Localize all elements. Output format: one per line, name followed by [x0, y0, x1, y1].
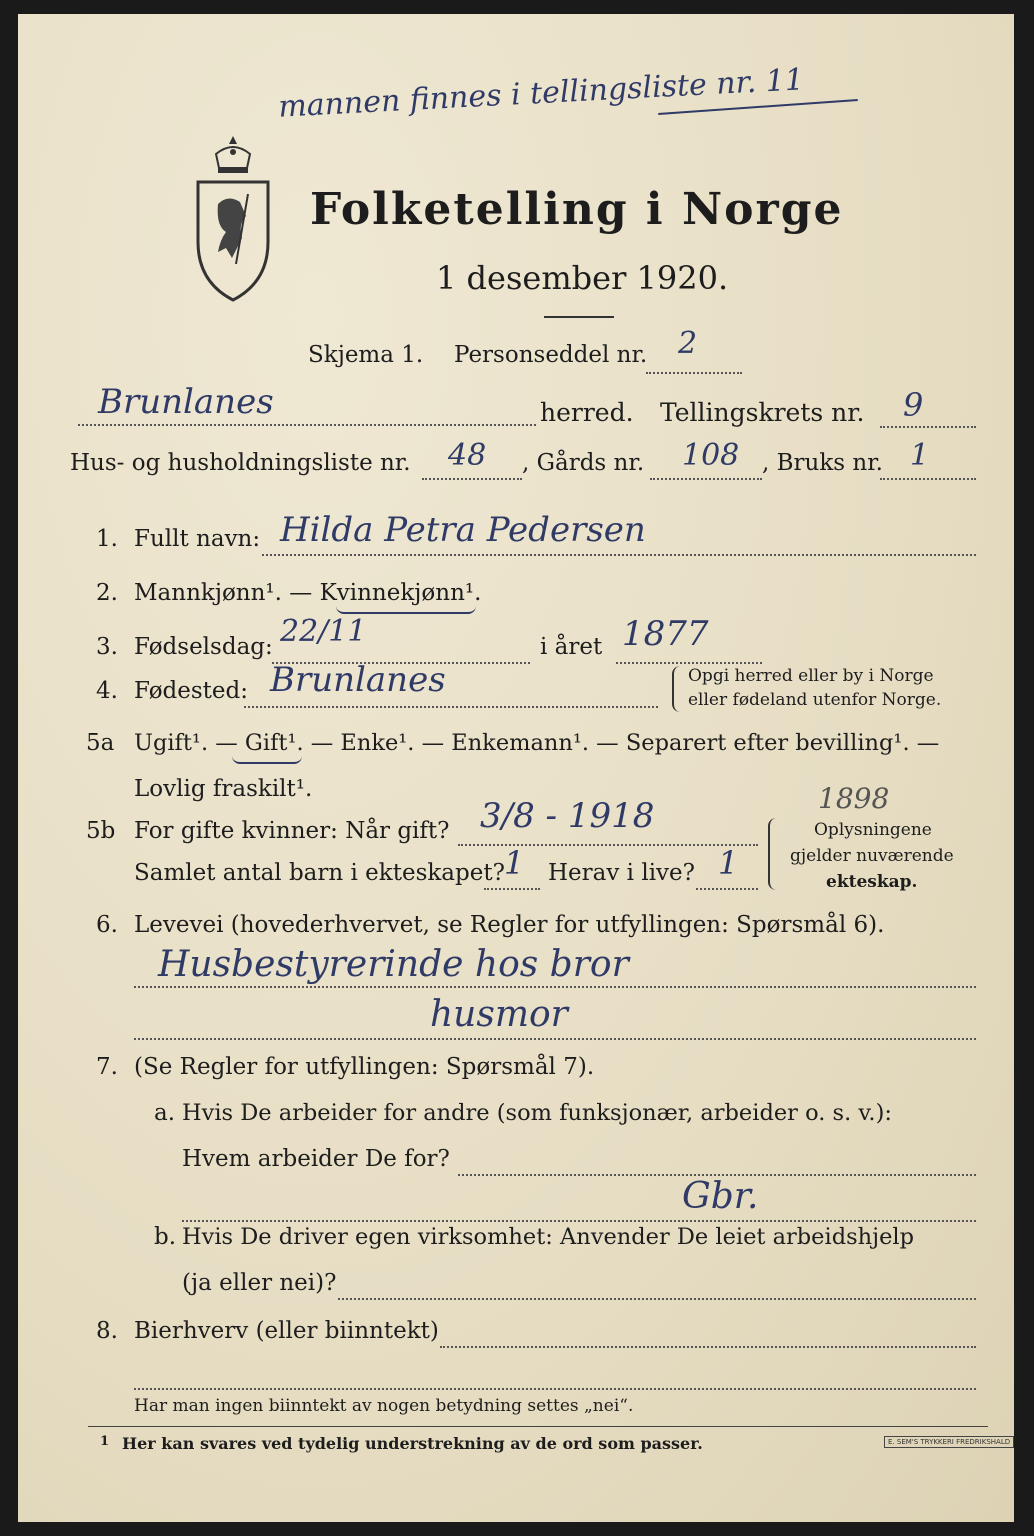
- q4-label: Fødested:: [134, 678, 249, 704]
- q5b-number: 5b: [86, 818, 116, 844]
- q7-number: 7.: [96, 1054, 118, 1080]
- form-date: 1 desember 1920.: [436, 259, 729, 297]
- footnote-text: Her kan svares ved tydelig understrekning av de ord som passer.: [122, 1434, 703, 1453]
- q2-number: 2.: [96, 580, 118, 606]
- hus-value: 48: [448, 438, 487, 473]
- top-annotation: mannen finnes i tellingsliste nr. 11: [277, 62, 805, 125]
- q5a-label: Ugift¹. — Gift¹. — Enke¹. — Enkemann¹. — Separert efter bevilling¹. —: [134, 730, 940, 756]
- title-divider: [544, 316, 614, 318]
- skjema-label: Skjema 1.: [308, 342, 424, 368]
- alive-label: Herav i live?: [548, 860, 695, 886]
- children-label: Samlet antal barn i ekteskapet?: [134, 860, 505, 886]
- birthdate-value: 22/11: [280, 614, 367, 649]
- q4-number: 4.: [96, 678, 118, 704]
- year-label: i året: [540, 634, 603, 660]
- biinntekt-note: Har man ingen biinntekt av nogen betydning settes „nei“.: [134, 1396, 634, 1416]
- q7-label: (Se Regler for utfyllingen: Spørsmål 7).: [134, 1054, 595, 1080]
- occupation-value-2: husmor: [430, 994, 568, 1035]
- q2-label: Mannkjønn¹. — Kvinnekjønn¹.: [134, 580, 482, 606]
- herred-label: herred.: [540, 398, 634, 427]
- full-name-value: Hilda Petra Pedersen: [280, 510, 646, 550]
- q5b-label: For gifte kvinner: Når gift?: [134, 818, 450, 844]
- employer-value: Gbr.: [682, 1176, 759, 1217]
- gift-underline: [232, 756, 302, 764]
- printer-stamp: E. SEM'S TRYKKERI FREDRIKSHALD: [884, 1436, 1014, 1448]
- tellingskrets-label: Tellingskrets nr.: [660, 398, 865, 427]
- personseddel-value: 2: [678, 326, 698, 361]
- q7a-label-2: Hvem arbeider De for?: [182, 1146, 450, 1172]
- personseddel-label: Personseddel nr.: [454, 342, 648, 368]
- gards-value: 108: [682, 438, 740, 473]
- marriage-note-1: Oplysningene: [814, 820, 932, 840]
- q3-label: Fødselsdag:: [134, 634, 273, 660]
- q7b-label: Hvis De driver egen virksomhet: Anvender De leiet arbeidshjelp: [182, 1224, 915, 1250]
- kvinnekjonn-underline: [336, 606, 476, 614]
- q5a-number: 5a: [86, 730, 115, 756]
- q7a-label: Hvis De arbeider for andre (som funksjonær, arbeider o. s. v.):: [182, 1100, 892, 1126]
- birthplace-note-1: Opgi herred eller by i Norge: [688, 666, 934, 686]
- birthplace-value: Brunlanes: [270, 660, 446, 700]
- q1-number: 1.: [96, 526, 118, 552]
- children-value: 1: [504, 844, 525, 882]
- form-title: Folketelling i Norge: [310, 184, 844, 235]
- coat-of-arms-icon: [188, 134, 278, 304]
- marriage-year-correction: 1898: [818, 782, 890, 815]
- footnote-number: 1: [100, 1434, 110, 1449]
- marriage-date-value: 3/8 - 1918: [480, 796, 655, 836]
- q6-number: 6.: [96, 912, 118, 938]
- marriage-note-3: ekteskap.: [826, 872, 918, 892]
- gards-label: , Gårds nr.: [522, 450, 645, 476]
- herred-value: Brunlanes: [98, 382, 274, 422]
- census-form: [18, 14, 1014, 1522]
- q1-label: Fullt navn:: [134, 526, 261, 552]
- occupation-value-1: Husbestyrerinde hos bror: [158, 944, 629, 985]
- q6-label: Levevei (hovederhvervet, se Regler for utfyllingen: Spørsmål 6).: [134, 912, 885, 938]
- alive-value: 1: [718, 844, 739, 882]
- tellingskrets-value: 9: [903, 386, 924, 424]
- footnote-divider: [88, 1426, 988, 1427]
- q8-label: Bierhverv (eller biinntekt): [134, 1318, 439, 1344]
- q3-number: 3.: [96, 634, 118, 660]
- birthplace-note-2: eller fødeland utenfor Norge.: [688, 690, 942, 710]
- marriage-note-2: gjelder nuværende: [790, 846, 954, 866]
- q7b-letter: b.: [154, 1224, 177, 1250]
- q8-number: 8.: [96, 1318, 118, 1344]
- q5a-label-2: Lovlig fraskilt¹.: [134, 776, 313, 802]
- q7a-letter: a.: [154, 1100, 176, 1126]
- birthyear-value: 1877: [622, 614, 709, 654]
- bruks-label: , Bruks nr.: [762, 450, 883, 476]
- bruks-value: 1: [910, 438, 930, 473]
- hus-label: Hus- og husholdningsliste nr.: [70, 450, 411, 476]
- q7b-label-2: (ja eller nei)?: [182, 1270, 337, 1296]
